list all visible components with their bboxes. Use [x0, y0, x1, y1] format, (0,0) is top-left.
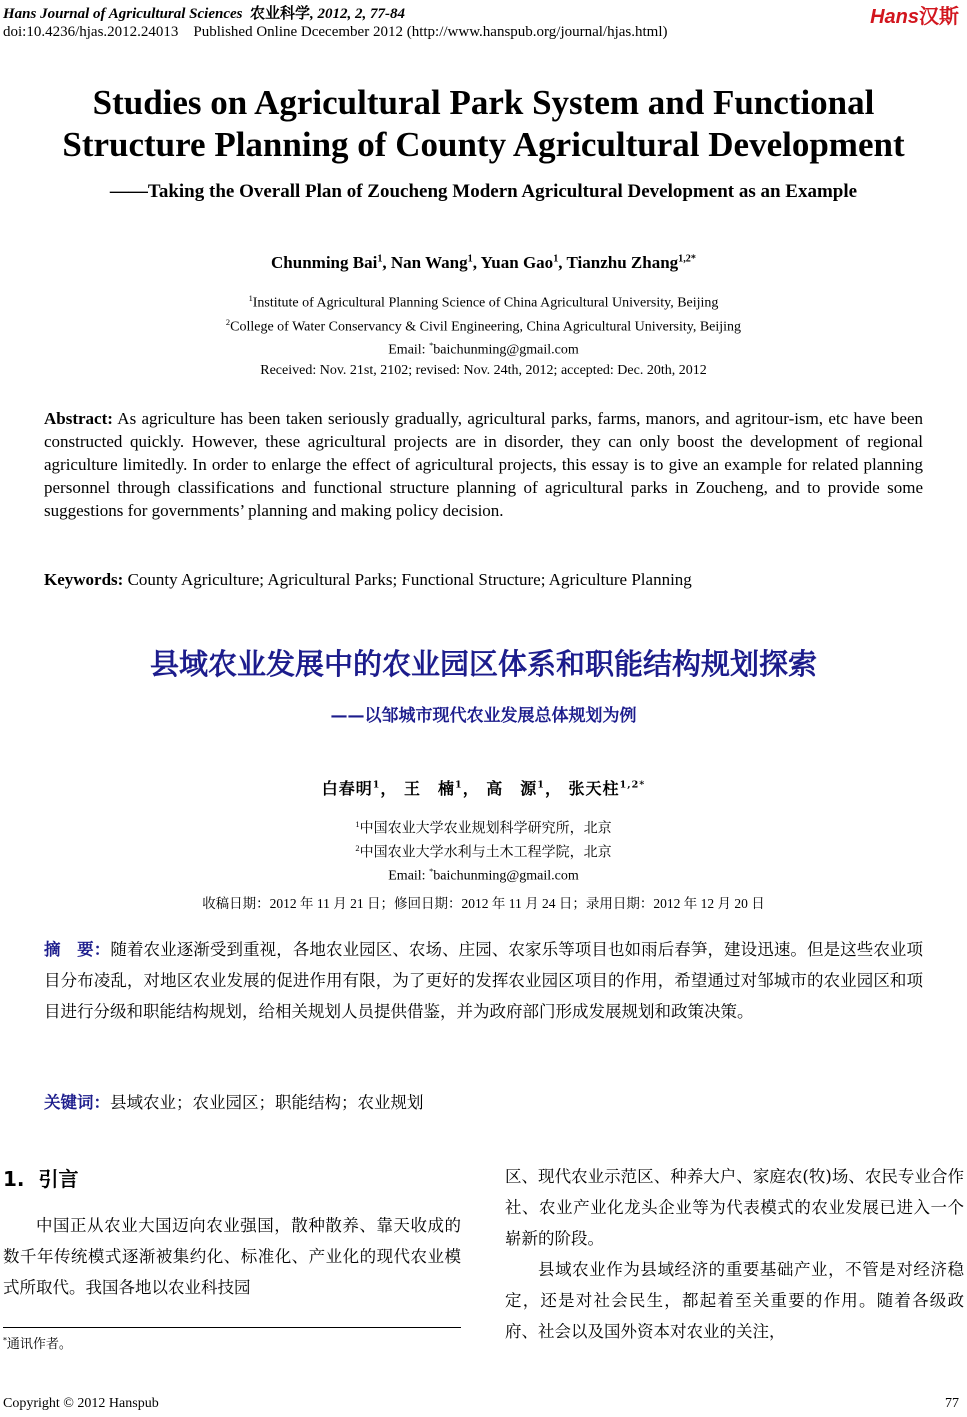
abstract: Abstract: As agriculture has been taken seriously gradually, agricultural parks, farms, manors, and agritour-ism, etc have been constructed quickly. However, these agricultural projects are in disorder, they can only boost the development of regional agriculture limitedly. In order to enlarge the effect of agricultural projects, this essay is to give an example for related planning personnel through classifications and functional structure planning of agricultural parks in Zoucheng, and to provide some suggestions for governments’ planning and making policy decision.: [44, 409, 923, 520]
cn-keywords-label: 关键词：: [44, 1093, 110, 1112]
author: 高 源$^1$: [486, 779, 545, 798]
section-heading: 1. 引言: [3, 1167, 79, 1191]
paper-title: [0, 82, 967, 166]
page-number: 77: [945, 1396, 959, 1411]
affiliation: $^2$College of Water Conservancy & Civil Engineering, China Agricultural University, Beijing: [225, 317, 742, 335]
journal-name-cn: 农业科学: [250, 6, 311, 22]
author-list: Chunming Bai$^1$, Nan Wang$^1$, Yuan Gao$^1$, Tianzhu Zhang$^{1,2*}$: [271, 253, 696, 272]
title-line-1: Studies on Agricultural Park System and Functional: [92, 83, 875, 122]
right-column: [505, 1161, 964, 1347]
body-paragraph: 县域农业作为县域经济的重要基础产业，不管是对经济稳定，还是对社会民生，都起着至关重要的作用。随着各级政府、社会以及国外资本对农业的关注，: [505, 1260, 964, 1341]
keywords-label: Keywords:: [44, 570, 124, 589]
cn-abstract-label: 摘 要：: [44, 940, 111, 959]
body-paragraph: 中国正从农业大国迈向农业强国，散种散养、靠天收成的数千年传统模式逐渐被集约化、标准化、产业化的现代农业模式所取代。我国各地以农业科技园: [3, 1216, 461, 1297]
doi-line: doi:10.4236/hjas.2012.24013 Published Online Dcecember 2012 (http://www.hanspub.org/journal/hjas.html): [3, 24, 668, 40]
footnote-divider: [3, 1327, 461, 1328]
paper-subtitle: ——Taking the Overall Plan of Zoucheng Modern Agricultural Development as an Example: [109, 181, 858, 202]
journal-header: [3, 2, 405, 23]
author: Nan Wang$^1$: [390, 253, 473, 272]
title-line-2: Structure Planning of County Agricultural Development: [62, 125, 905, 164]
author: 张天柱$^{1,2*}$: [568, 779, 646, 798]
affiliation: $^2$中国农业大学水利与土木工程学院，北京: [355, 843, 612, 861]
copyright: Copyright © 2012 Hanspub: [3, 1396, 159, 1411]
email: Email: *baichunming@gmail.com: [388, 341, 579, 358]
author: 王 楠$^1$: [403, 779, 463, 798]
cn-author-list: 白春明$^1$， 王 楠$^1$， 高 源$^1$， 张天柱$^{1,2*}$: [321, 779, 646, 798]
journal-volume: , 2012, 2, 77-84: [310, 6, 406, 22]
affiliations: [0, 289, 967, 360]
author: Chunming Bai$^1$: [271, 253, 383, 272]
cn-subtitle: ——以邹城市现代农业发展总体规划为例: [330, 706, 637, 726]
affiliation: $^1$Institute of Agricultural Planning Science of China Agricultural University, Beijing: [248, 294, 719, 311]
author: Tianzhu Zhang$^{1,2*}$: [566, 253, 696, 272]
email: Email: *baichunming@gmail.com: [388, 867, 579, 884]
cn-affiliations: [0, 815, 967, 886]
body-paragraph: 区、现代农业示范区、种养大户、家庭农(牧)场、农民专业合作社、农业产业化龙头企业等为代表模式的农业发展已进入一个崭新的阶段。: [505, 1167, 964, 1248]
abstract-label: Abstract:: [44, 409, 113, 428]
cn-received-dates: 收稿日期：2012 年 11 月 21 日；修回日期：2012 年 11 月 24 日；录用日期：2012 年 12 月 20 日: [202, 896, 765, 911]
cn-keywords: 关键词：县域农业；农业园区；职能结构；农业规划: [44, 1093, 424, 1112]
received-dates: Received: Nov. 21st, 2102; revised: Nov. 24th, 2012; accepted: Dec. 20th, 2012: [260, 363, 707, 378]
author: Yuan Gao$^1$: [480, 253, 559, 272]
affiliation: $^1$中国农业大学农业规划科学研究所，北京: [355, 820, 612, 837]
logo-en: Hans: [870, 6, 919, 28]
left-column: [3, 1210, 461, 1303]
cn-title: 县域农业发展中的农业园区体系和职能结构规划探索: [149, 647, 817, 681]
cn-abstract: 摘 要：随着农业逐渐受到重视，各地农业园区、农场、庄园、农家乐等项目也如雨后春笋，建设迅速。但是这些农业项目分布凌乱，对地区农业发展的促进作用有限，为了更好的发挥农业园区项目的作用，希望通过对邹城市的农业园区和项目进行分级和职能结构规划，给相关规划人员提供借鉴，并为政府部门形成发展规划和政策决策。: [44, 940, 924, 1021]
logo-cn: 汉斯: [919, 6, 959, 28]
author: 白春明$^1$: [321, 779, 381, 798]
journal-name: Hans Journal of Agricultural Sciences: [3, 6, 243, 22]
keywords: Keywords: County Agriculture; Agricultural Parks; Functional Structure; Agriculture Planning: [44, 570, 692, 589]
hans-logo: [870, 0, 959, 29]
footnote: *通讯作者。: [3, 1335, 72, 1352]
